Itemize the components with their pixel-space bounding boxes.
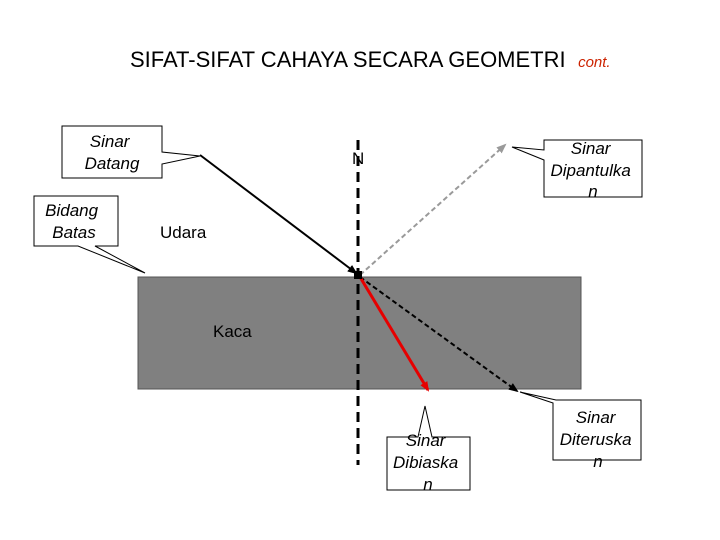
- callout-reflected: [512, 139, 642, 201]
- callout-incident: [62, 126, 200, 178]
- callout-incident-text: Sinar Datang: [84, 132, 140, 173]
- callout-transmitted: [520, 392, 641, 471]
- callout-boundary: [34, 196, 145, 273]
- page-title: [130, 47, 611, 72]
- title-main: SIFAT-SIFAT CAHAYA SECARA GEOMETRI: [130, 47, 566, 72]
- normal-label: N: [352, 149, 365, 168]
- callout-refracted: [387, 406, 470, 494]
- callout-boundary-text: Bidang Batas: [45, 201, 99, 242]
- callout-transmitted-text: Sinar Diteruska n: [559, 408, 632, 471]
- incidence-point: [354, 271, 362, 279]
- callout-refracted-text: Sinar Dibiaska n: [393, 431, 459, 494]
- medium-glass-label: Kaca: [213, 322, 252, 341]
- incident-ray: [200, 155, 356, 273]
- title-suffix: cont.: [578, 54, 611, 71]
- callout-reflected-text: Sinar Dipantulka n: [550, 139, 631, 201]
- medium-air-label: Udara: [160, 223, 207, 242]
- reflected-ray: [360, 145, 505, 275]
